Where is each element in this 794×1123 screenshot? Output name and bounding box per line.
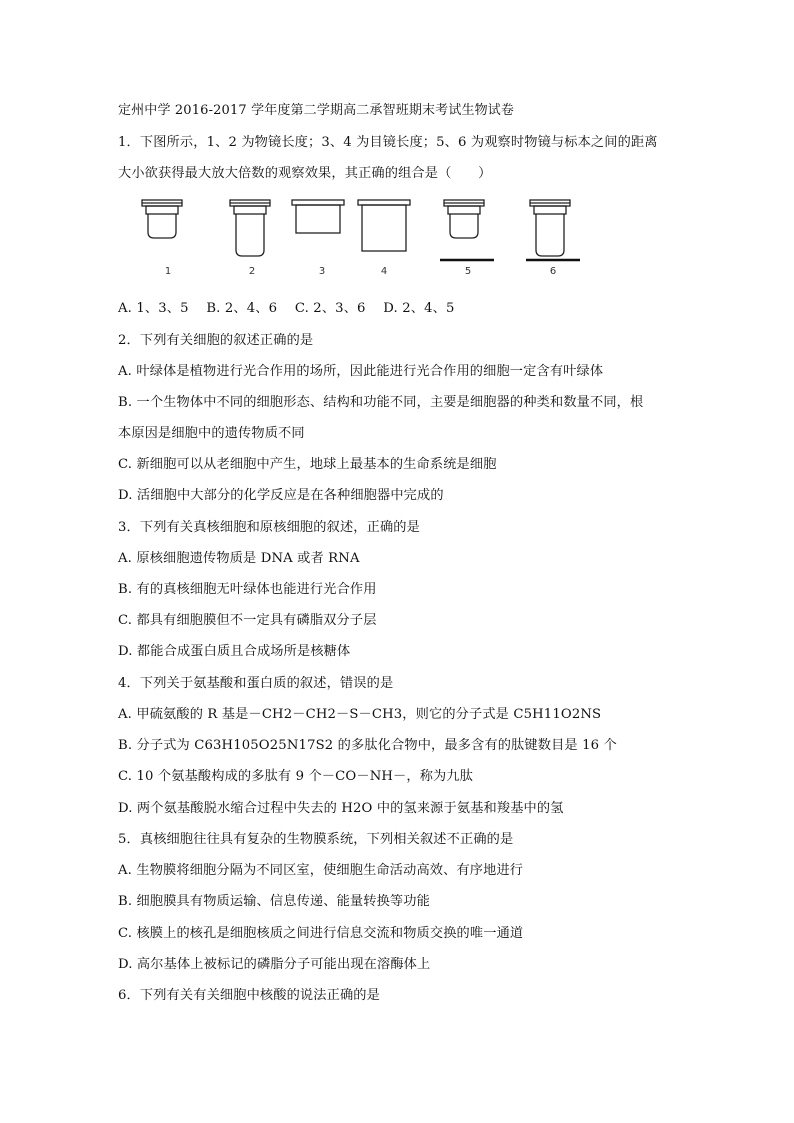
q2-option-b-line-2: 本原因是细胞中的遗传物质不同 xyxy=(118,426,305,441)
objective-lens-1-icon xyxy=(142,200,182,238)
lens-figure xyxy=(128,196,588,286)
q5-option-c: C. 核膜上的核孔是细胞核质之间进行信息交流和物质交换的唯一通道 xyxy=(118,926,524,941)
q2-option-b-line-1: B. 一个生物体中不同的细胞形态、结构和功能不同，主要是细胞器的种类和数量不同，根 xyxy=(118,395,644,410)
q2-stem: 2．下列有关细胞的叙述正确的是 xyxy=(118,333,314,348)
q6-stem: 6．下列有关有关细胞中核酸的说法正确的是 xyxy=(118,988,380,1003)
q3-stem: 3．下列有关真核细胞和原核细胞的叙述，正确的是 xyxy=(118,520,420,535)
objective-lens-5-icon xyxy=(444,200,484,238)
eyepiece-lens-3-icon xyxy=(292,200,344,233)
q4-option-c: C. 10 个氨基酸构成的多肽有 9 个－CO－NH－，称为九肽 xyxy=(118,769,474,784)
q5-option-d: D. 高尔基体上被标记的磷脂分子可能出现在溶酶体上 xyxy=(118,957,431,972)
q5-stem: 5．真核细胞往往具有复杂的生物膜系统，下列相关叙述不正确的是 xyxy=(118,832,514,847)
q5-option-a: A. 生物膜将细胞分隔为不同区室，使细胞生命活动高效、有序地进行 xyxy=(118,863,524,878)
objective-lens-2-icon xyxy=(230,200,270,256)
q4-option-b: B. 分子式为 C63H105O25N17S2 的多肽化合物中，最多含有的肽键数目是 16 个 xyxy=(118,738,617,753)
q3-option-d: D. 都能合成蛋白质且合成场所是核糖体 xyxy=(118,644,351,659)
figure-label-3: 3 xyxy=(318,266,326,277)
q2-option-d: D. 活细胞中大部分的化学反应是在各种细胞器中完成的 xyxy=(118,488,444,503)
q3-option-b: B. 有的真核细胞无叶绿体也能进行光合作用 xyxy=(118,582,377,597)
figure-label-1: 1 xyxy=(164,266,172,277)
q1-stem-line-1: 1．下图所示，1、2 为物镜长度；3、4 为目镜长度；5、6 为观察时物镜与标本之间的距离 xyxy=(118,135,658,150)
q2-option-c: C. 新细胞可以从老细胞中产生，地球上最基本的生命系统是细胞 xyxy=(118,457,497,472)
q3-option-c: C. 都具有细胞膜但不一定具有磷脂双分子层 xyxy=(118,613,377,628)
q4-option-d: D. 两个氨基酸脱水缩合过程中失去的 H2O 中的氢来源于氨基和羧基中的氢 xyxy=(118,801,564,816)
figure-label-2: 2 xyxy=(248,266,256,277)
q1-stem-line-2: 大小欲获得最大放大倍数的观察效果，其正确的组合是（ ） xyxy=(118,166,492,181)
q5-option-b: B. 细胞膜具有物质运输、信息传递、能量转换等功能 xyxy=(118,894,430,909)
q4-stem: 4．下列关于氨基酸和蛋白质的叙述，错误的是 xyxy=(118,676,394,691)
figure-label-4: 4 xyxy=(380,266,388,277)
objective-lens-6-icon xyxy=(530,200,570,256)
exam-title: 定州中学 2016-2017 学年度第二学期高二承智班期末考试生物试卷 xyxy=(118,103,515,118)
figure-label-6: 6 xyxy=(549,266,557,277)
figure-label-5: 5 xyxy=(464,266,472,277)
q4-option-a: A. 甲硫氨酸的 R 基是－CH2－CH2－S－CH3，则它的分子式是 C5H11O2NS xyxy=(118,707,602,722)
q3-option-a: A. 原核细胞遗传物质是 DNA 或者 RNA xyxy=(118,551,360,566)
q1-options: A. 1、3、5 B. 2、4、6 C. 2、3、6 D. 2、4、5 xyxy=(118,301,455,316)
q2-option-a: A. 叶绿体是植物进行光合作用的场所，因此能进行光合作用的细胞一定含有叶绿体 xyxy=(118,364,604,379)
eyepiece-lens-4-icon xyxy=(358,200,410,251)
